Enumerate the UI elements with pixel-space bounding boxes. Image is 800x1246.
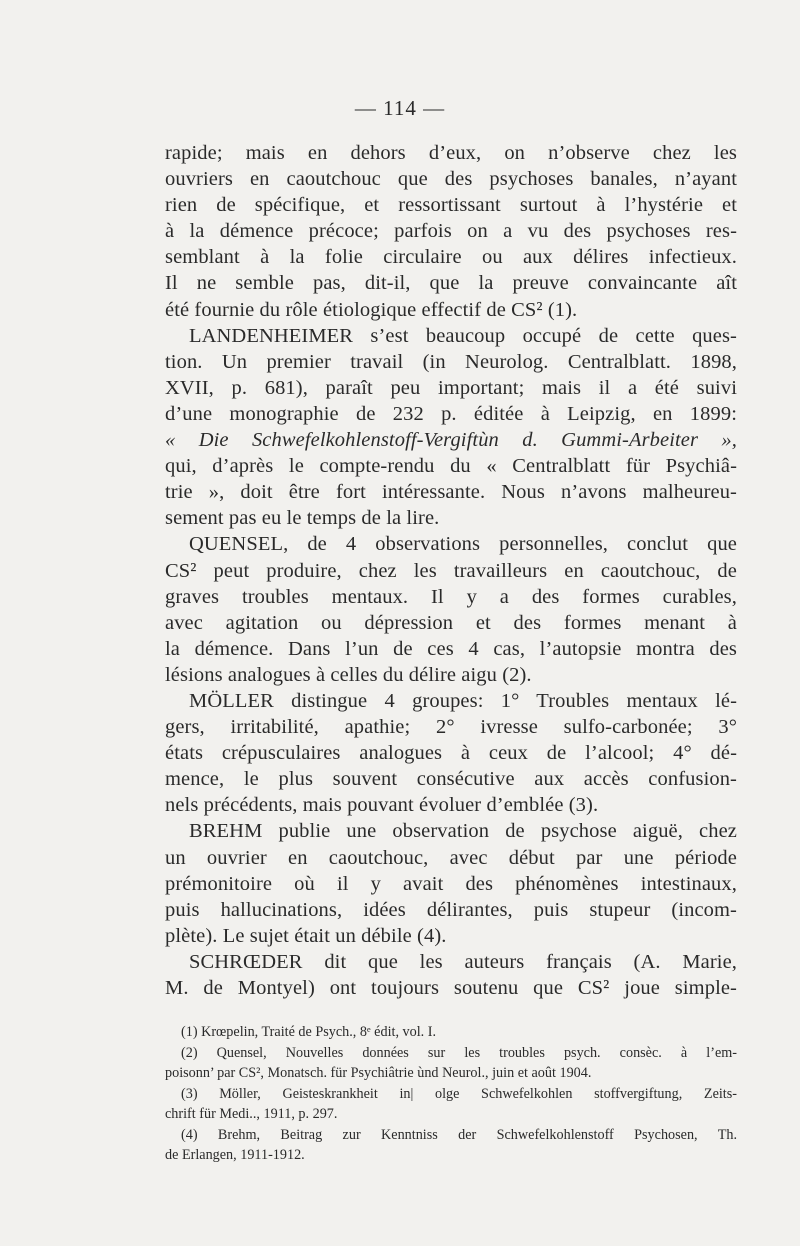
text-line: d’une monographie de 232 p. éditée à Leipzig, en 1899: (165, 402, 737, 425)
paragraph (165, 818, 737, 948)
text-line: plète). Le sujet était un débile (4). (165, 924, 447, 947)
text-line: sement pas eu le temps de la lire. (165, 507, 440, 530)
footnote: (3) Möller, Geisteskrankheit in| olge Schwefelkohlen stoffvergiftung, Zeits- (181, 1085, 737, 1102)
text-line: XVII, p. 681), paraît peu important; mais il a été suivi (165, 376, 737, 399)
text-line: QUENSEL, de 4 observations personnelles, conclut que (189, 533, 737, 556)
paragraph (165, 688, 737, 818)
text-line: mence, le plus souvent consécutive aux accès confusion- (165, 768, 737, 791)
footnote: (4) Brehm, Beitrag zur Kenntniss der Schwefelkohlenstoff Psychosen, Th. (181, 1126, 737, 1143)
text-line: états crépusculaires analogues à ceux de l’alcool; 4° dé- (165, 742, 737, 765)
text-line: tion. Un premier travail (in Neurolog. Centralblatt. 1898, (165, 350, 737, 373)
text-line: un ouvrier en caoutchouc, avec début par une période (165, 846, 737, 869)
text-line: gers, irritabilité, apathie; 2° ivresse sulfo-carbonée; 3° (165, 716, 737, 739)
paragraph (165, 531, 737, 688)
text-line: LANDENHEIMER s’est beaucoup occupé de cette ques- (189, 324, 737, 347)
text-line: nels précédents, mais pouvant évoluer d’emblée (3). (165, 794, 599, 817)
text-line: été fournie du rôle étiologique effectif de CS² (1). (165, 298, 578, 321)
text-line: M. de Montyel) ont toujours soutenu que CS² joue simple- (165, 977, 737, 999)
footnote-continuation: poisonn’ par CS², Monatsch. für Psychiâtrie ùnd Neurol., juin et août 1904. (165, 1065, 592, 1081)
footnotes (165, 1022, 737, 1166)
text-line: BREHM publie une observation de psychose aiguë, chez (189, 820, 737, 843)
text-line: Il ne semble pas, dit-il, que la preuve convaincante aît (165, 272, 737, 295)
body-text (165, 140, 737, 1001)
text-line: CS² peut produire, chez les travailleurs en caoutchouc, de (165, 559, 737, 582)
text-line: à la démence précoce; parfois on a vu des psychoses res- (165, 220, 737, 243)
footnote: (2) Quensel, Nouvelles données sur les troubles psych. consèc. à l’em- (181, 1044, 737, 1061)
text-line: SCHRŒDER dit que les auteurs français (A. Marie, (189, 950, 737, 973)
text-line: MÖLLER distingue 4 groupes: 1° Troubles mentaux lé- (189, 689, 737, 712)
footnote: (1) Krœpelin, Traité de Psych., 8ᵉ édit, vol. I. (181, 1024, 437, 1040)
footnote-continuation: de Erlangen, 1911-1912. (165, 1147, 305, 1163)
text-line: semblant à la folie circulaire ou aux délires infectieux. (165, 246, 737, 269)
text-line: rien de spécifique, et ressortissant surtout à l’hystérie et (165, 194, 737, 217)
text-line: avec agitation ou dépression et des formes menant à (165, 611, 737, 634)
text-line: la démence. Dans l’un de ces 4 cas, l’autopsie montra des (165, 637, 737, 660)
page-number: — 114 — (354, 96, 446, 120)
text-line: trie », doit être fort intéressante. Nous n’avons malheureu- (165, 481, 737, 504)
text-line: prémonitoire où il y avait des phénomènes intestinaux, (165, 872, 737, 895)
text-line: lésions analogues à celles du délire aigu (2). (165, 663, 532, 686)
footnote-continuation: chrift für Medi.., 1911, p. 297. (165, 1106, 338, 1122)
text-line: graves troubles mentaux. Il y a des formes curables, (165, 585, 737, 608)
text-line: ouvriers en caoutchouc que des psychoses banales, n’ayant (165, 168, 737, 191)
text-line: qui, d’après le compte-rendu du « Centralblatt für Psychiâ- (165, 455, 737, 478)
text-line: rapide; mais en dehors d’eux, on n’observe chez les (165, 142, 737, 164)
paragraph (165, 949, 737, 1001)
paragraph (165, 323, 737, 532)
text-line: puis hallucinations, idées délirantes, puis stupeur (incom- (165, 898, 737, 921)
text-line: « Die Schwefelkohlenstoff-Vergiftùn d. Gummi-Arbeiter », (165, 429, 737, 452)
paragraph (165, 140, 737, 323)
